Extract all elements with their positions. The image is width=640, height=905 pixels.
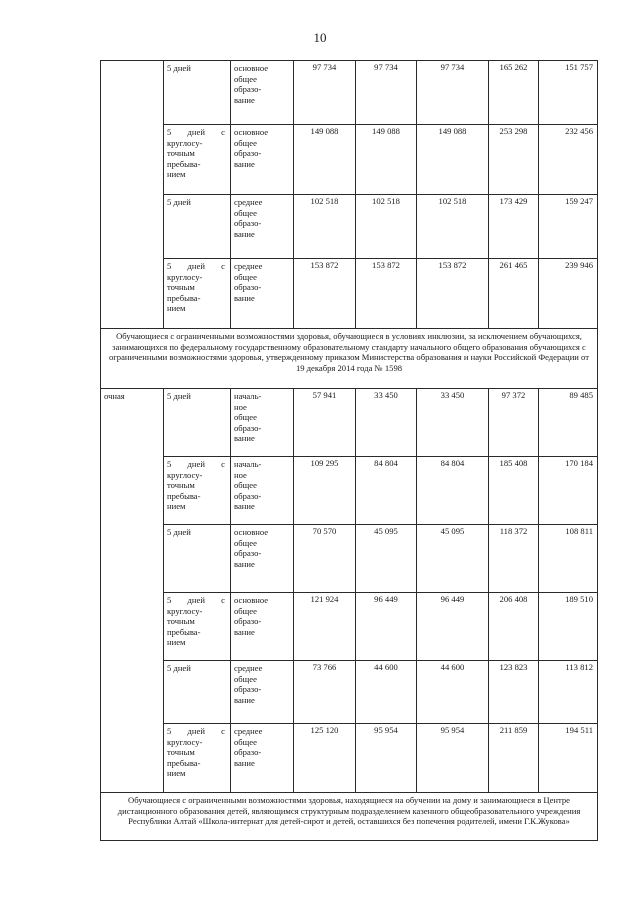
value-cell-v5: 239 946 <box>539 259 598 329</box>
value-cell-v4: 261 465 <box>489 259 539 329</box>
education-level-cell <box>231 259 294 329</box>
duration-line: точным <box>167 282 195 292</box>
table-row <box>101 195 598 259</box>
cell-line: общее <box>234 207 257 218</box>
value-cell-v2: 149 088 <box>356 125 417 195</box>
cell-line: основное <box>234 595 269 605</box>
cell-line: общее <box>234 673 257 684</box>
cell-line: образо- <box>234 148 262 158</box>
duration-word: с <box>221 261 225 271</box>
duration-word: дней <box>187 726 205 736</box>
page-number: 10 <box>313 30 327 45</box>
value-cell-v5: 113 812 <box>539 661 598 724</box>
duration-word: 5 <box>167 726 172 736</box>
duration-line: круглосу- <box>167 137 203 148</box>
duration-line: точным <box>167 480 195 490</box>
value-cell-v5: 159 247 <box>539 195 598 259</box>
duration-word: с <box>221 595 225 605</box>
value-cell-v4: 211 859 <box>489 724 539 793</box>
cell-line: среднее <box>234 197 263 207</box>
value-cell-v2: 96 449 <box>356 593 417 661</box>
duration-line: круглосу- <box>167 469 203 480</box>
cell-line: вание <box>234 694 255 705</box>
value-cell-v4: 123 823 <box>489 661 539 724</box>
cell-line: среднее <box>234 726 263 736</box>
value-cell-v5: 232 456 <box>539 125 598 195</box>
value-cell-v5: 194 511 <box>539 724 598 793</box>
form-cell <box>101 61 164 125</box>
duration-cell <box>164 457 231 525</box>
cell-line: общее <box>234 73 257 84</box>
cell-line: основное <box>234 127 269 137</box>
education-level-cell <box>231 61 294 125</box>
block1-rows <box>101 61 598 329</box>
duration-cell <box>164 389 231 457</box>
table-row <box>101 661 598 724</box>
value-cell-v4: 253 298 <box>489 125 539 195</box>
value-cell-v1: 70 570 <box>294 525 356 593</box>
duration-line: точным <box>167 616 195 626</box>
cell-line: общее <box>234 736 257 747</box>
value-cell-v1: 73 766 <box>294 661 356 724</box>
cell-line: образо- <box>234 422 262 433</box>
cell-line: основное <box>234 527 269 537</box>
duration-first-line <box>167 726 227 737</box>
table-row <box>101 125 598 195</box>
duration-word: с <box>221 726 225 736</box>
cell-line: образо- <box>234 684 262 694</box>
cell-line: среднее <box>234 261 263 271</box>
education-level-cell <box>231 457 294 525</box>
duration-cell <box>164 525 231 593</box>
duration-word: дней <box>187 459 205 469</box>
form-cell <box>101 724 164 793</box>
cell-line: 5 дней <box>167 527 191 537</box>
education-level-cell <box>231 125 294 195</box>
education-level-cell <box>231 593 294 661</box>
cell-line: общее <box>234 271 257 282</box>
table-row <box>101 724 598 793</box>
cell-line: общее <box>234 605 257 616</box>
cell-line: образо- <box>234 747 262 757</box>
cell-line: образо- <box>234 616 262 626</box>
form-cell <box>101 457 164 525</box>
value-cell-v3: 102 518 <box>417 195 489 259</box>
cell-line: вание <box>234 158 255 169</box>
value-cell-v2: 153 872 <box>356 259 417 329</box>
duration-line: круглосу- <box>167 271 203 282</box>
duration-cell <box>164 661 231 724</box>
cell-line: общее <box>234 537 257 548</box>
cell-line: образо- <box>234 490 262 501</box>
duration-cell <box>164 724 231 793</box>
duration-line: пребыва- <box>167 757 201 768</box>
value-cell-v1: 153 872 <box>294 259 356 329</box>
value-cell-v3: 84 804 <box>417 457 489 525</box>
section3-heading-row <box>101 793 598 841</box>
duration-first-line <box>167 595 227 606</box>
value-cell-v2: 84 804 <box>356 457 417 525</box>
value-cell-v1: 57 941 <box>294 389 356 457</box>
form-cell <box>101 195 164 259</box>
cell-line: общее <box>234 137 257 148</box>
value-cell-v5: 189 510 <box>539 593 598 661</box>
value-cell-v4: 206 408 <box>489 593 539 661</box>
education-level-cell <box>231 724 294 793</box>
section2-heading: Обучающиеся с ограниченными возможностями здоровья, обучающиеся в условиях инклюзии, за исключением обучающихся, занимающихся по федеральному государственному образовательному стандарту начального общего образования обучающихся с ограниченными возможностями здоровья, утвержденному приказом Министерства образования и науки Российской Федерации от 19 декабря 2014 года № 1598 <box>101 329 598 389</box>
table-row <box>101 389 598 457</box>
value-cell-v4: 97 372 <box>489 389 539 457</box>
form-cell <box>101 593 164 661</box>
value-cell-v2: 33 450 <box>356 389 417 457</box>
table-row <box>101 61 598 125</box>
duration-line: точным <box>167 747 195 757</box>
duration-line: пребыва- <box>167 626 201 637</box>
duration-word: 5 <box>167 459 172 469</box>
cell-line: основное <box>234 63 269 73</box>
value-cell-v3: 45 095 <box>417 525 489 593</box>
cell-line: началь- <box>234 459 262 469</box>
duration-first-line <box>167 127 227 138</box>
value-cell-v1: 102 518 <box>294 195 356 259</box>
cell-line: образо- <box>234 218 262 228</box>
cell-line: вание <box>234 292 255 303</box>
value-cell-v1: 109 295 <box>294 457 356 525</box>
cell-line: общее <box>234 480 257 490</box>
duration-word: 5 <box>167 595 172 605</box>
value-cell-v1: 149 088 <box>294 125 356 195</box>
value-cell-v3: 153 872 <box>417 259 489 329</box>
form-cell <box>101 125 164 195</box>
duration-word: 5 <box>167 261 172 271</box>
section3-heading: Обучающиеся с ограниченными возможностями здоровья, находящиеся на обучении на дому и занимающиеся в Центре дистанционного образования детей, являющимся структурным подразделением казенного общеобразовательного учреждения Республики Алтай «Школа-интернат для детей-сирот и детей, оставшихся без попечения родителей, имени Г.К.Жукова» <box>101 793 598 841</box>
duration-line: нием <box>167 169 186 179</box>
form-cell <box>101 259 164 329</box>
value-cell-v3: 33 450 <box>417 389 489 457</box>
value-cell-v1: 97 734 <box>294 61 356 125</box>
cell-line: 5 дней <box>167 63 191 73</box>
value-cell-v2: 45 095 <box>356 525 417 593</box>
duration-line: пребыва- <box>167 292 201 303</box>
duration-line: нием <box>167 501 186 511</box>
cell-line: вание <box>234 501 255 511</box>
value-cell-v5: 108 811 <box>539 525 598 593</box>
value-cell-v2: 44 600 <box>356 661 417 724</box>
duration-cell <box>164 125 231 195</box>
cell-line: 5 дней <box>167 391 191 401</box>
value-cell-v5: 170 184 <box>539 457 598 525</box>
form-cell <box>101 525 164 593</box>
value-cell-v3: 149 088 <box>417 125 489 195</box>
value-cell-v4: 185 408 <box>489 457 539 525</box>
table-row <box>101 525 598 593</box>
value-cell-v5: 151 757 <box>539 61 598 125</box>
table-row <box>101 593 598 661</box>
cell-line: вание <box>234 558 255 569</box>
cell-line: вание <box>234 433 255 443</box>
duration-word: с <box>221 459 225 469</box>
cell-line: вание <box>234 228 255 239</box>
duration-line: нием <box>167 768 186 778</box>
value-cell-v3: 96 449 <box>417 593 489 661</box>
duration-line: нием <box>167 637 186 647</box>
duration-line: пребыва- <box>167 158 201 169</box>
duration-word: дней <box>187 261 205 271</box>
duration-word: дней <box>187 127 205 137</box>
value-cell-v5: 89 485 <box>539 389 598 457</box>
value-cell-v4: 118 372 <box>489 525 539 593</box>
tariff-table <box>100 60 598 841</box>
cell-line: началь- <box>234 391 262 401</box>
value-cell-v1: 125 120 <box>294 724 356 793</box>
cell-line: общее <box>234 412 257 422</box>
cell-line: вание <box>234 626 255 637</box>
value-cell-v3: 97 734 <box>417 61 489 125</box>
table-row <box>101 259 598 329</box>
table-row <box>101 457 598 525</box>
duration-cell <box>164 195 231 259</box>
education-level-cell <box>231 661 294 724</box>
cell-line: образо- <box>234 282 262 292</box>
value-cell-v3: 95 954 <box>417 724 489 793</box>
value-cell-v2: 102 518 <box>356 195 417 259</box>
value-cell-v1: 121 924 <box>294 593 356 661</box>
duration-first-line <box>167 459 227 470</box>
block2-rows <box>101 389 598 793</box>
cell-line: 5 дней <box>167 663 191 673</box>
value-cell-v2: 97 734 <box>356 61 417 125</box>
value-cell-v2: 95 954 <box>356 724 417 793</box>
duration-line: круглосу- <box>167 605 203 616</box>
cell-line: образо- <box>234 84 262 94</box>
cell-line: ное <box>234 469 247 480</box>
cell-line: вание <box>234 757 255 768</box>
cell-line: образо- <box>234 548 262 558</box>
value-cell-v4: 173 429 <box>489 195 539 259</box>
cell-line: среднее <box>234 663 263 673</box>
duration-cell <box>164 61 231 125</box>
duration-cell <box>164 593 231 661</box>
duration-word: с <box>221 127 225 137</box>
duration-line: нием <box>167 303 186 313</box>
duration-word: дней <box>187 595 205 605</box>
duration-word: 5 <box>167 127 172 137</box>
form-cell: очная <box>101 389 164 457</box>
value-cell-v3: 44 600 <box>417 661 489 724</box>
cell-line: 5 дней <box>167 197 191 207</box>
value-cell-v4: 165 262 <box>489 61 539 125</box>
education-level-cell <box>231 195 294 259</box>
section2-heading-row <box>101 329 598 389</box>
duration-line: пребыва- <box>167 490 201 501</box>
cell-line: ное <box>234 401 247 412</box>
education-level-cell <box>231 389 294 457</box>
duration-line: точным <box>167 148 195 158</box>
duration-line: круглосу- <box>167 736 203 747</box>
form-cell <box>101 661 164 724</box>
duration-first-line <box>167 261 227 272</box>
education-level-cell <box>231 525 294 593</box>
duration-cell <box>164 259 231 329</box>
cell-line: вание <box>234 94 255 105</box>
